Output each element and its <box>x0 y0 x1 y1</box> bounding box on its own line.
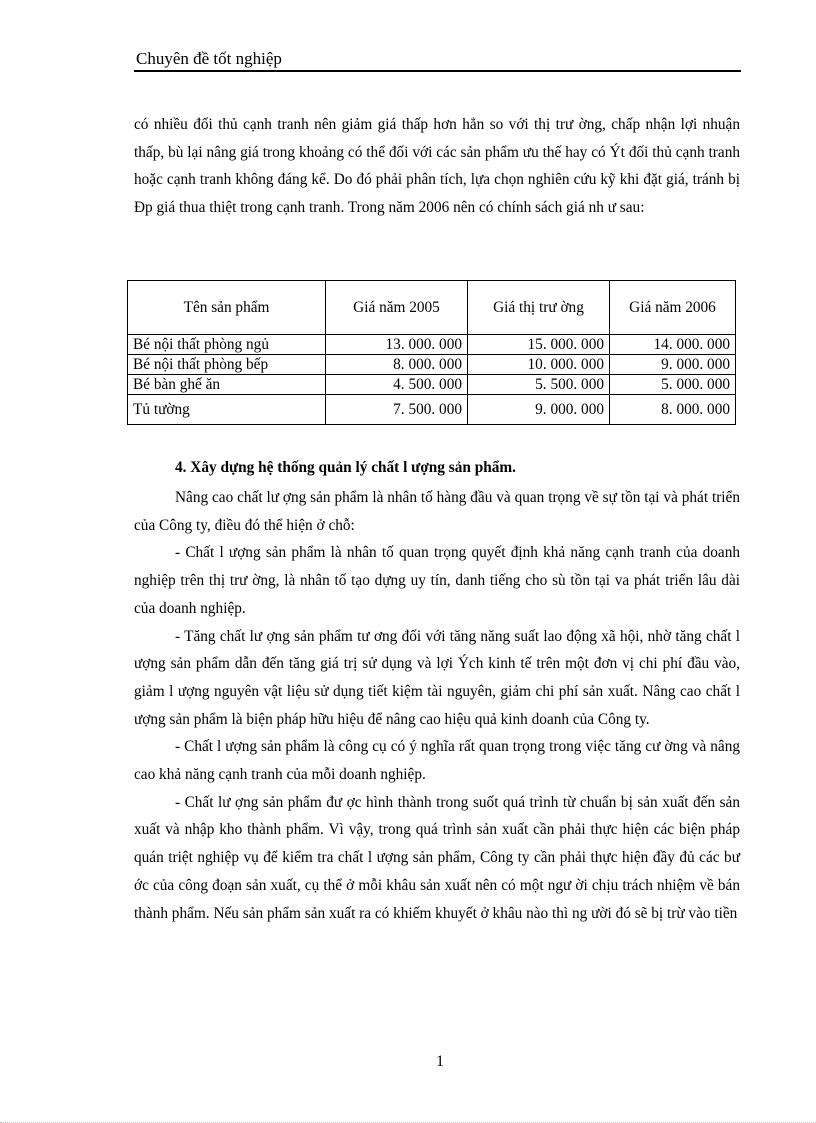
price-table <box>127 280 736 425</box>
body-paragraph: - Chất l ượng sản phẩm là công cụ có ý nghĩa rất quan trọng trong việc tăng cư ờng và nâng cao khả năng cạnh tranh của mỗi doanh nghiệp. <box>134 738 740 784</box>
cell-product-name: Bé bàn ghế ăn <box>128 375 326 395</box>
table-row <box>128 355 736 375</box>
document-header-title: Chuyên đề tốt nghiệp <box>136 49 282 68</box>
cell-price-2005: 13. 000. 000 <box>326 335 468 355</box>
cell-price-2006: 5. 000. 000 <box>610 375 736 395</box>
table-row <box>128 335 736 355</box>
cell-market-price: 15. 000. 000 <box>468 335 610 355</box>
section-body <box>134 484 740 927</box>
cell-price-2005: 8. 000. 000 <box>326 355 468 375</box>
body-paragraph: - Chất l ượng sản phẩm là nhân tố quan trọng quyết định khả năng cạnh tranh của doanh nghiệp trên thị trư ờng, là nhân tố tạo dựng uy tín, danh tiếng cho sù tồn tại va phát triển lâu dài của doanh nghiệp. <box>134 544 740 617</box>
cell-market-price: 9. 000. 000 <box>468 395 610 425</box>
cell-price-2006: 14. 000. 000 <box>610 335 736 355</box>
page-number: 1 <box>436 1053 444 1070</box>
body-paragraph: Nâng cao chất lư ợng sản phẩm là nhân tố hàng đầu và quan trọng về sự tồn tại và phát triển của Công ty, điều đó thể hiện ở chỗ: <box>134 489 740 534</box>
intro-paragraph: có nhiều đối thủ cạnh tranh nên giảm giá thấp hơn hẳn so với thị trư ờng, chấp nhận lợi nhuận thấp, bù lại nâng giá trong khoảng có thể đối với các sản phẩm ưu thế hay có Ýt đối thủ cạnh tranh hoặc cạnh tranh không đáng kể. Do đó phải phân tích, lựa chọn nghiên cứu kỹ khi đặt giá, tránh bị Ðp giá thua thiệt trong cạnh tranh. Trong năm 2006 nên có chính sách giá nh ư sau: <box>134 116 740 217</box>
table-row <box>128 375 736 395</box>
table-header-row <box>128 281 736 335</box>
cell-price-2005: 7. 500. 000 <box>326 395 468 425</box>
section-heading: 4. Xây dựng hệ thống quản lý chất l ượng sản phẩm. <box>175 459 516 476</box>
cell-product-name: Bé nội thất phòng bếp <box>128 355 326 375</box>
cell-product-name: Tủ tường <box>128 395 326 425</box>
column-header-price-2006: Giá năm 2006 <box>610 281 736 335</box>
cell-price-2005: 4. 500. 000 <box>326 375 468 395</box>
body-paragraph: - Tăng chất lư ợng sản phẩm tư ơng đối với tăng năng suất lao động xã hội, nhờ tăng chất l ượng sản phẩm dẫn đến tăng giá trị sử dụng và lợi Ých kinh tế trên một đơn vị chi phí đầu vào, giảm l ượng nguyên vật liệu sử dụng tiết kiệm tài nguyên, giảm chi phí sản xuất. Nâng cao chất l ượng sản phẩm là biện pháp hữu hiệu để nâng cao hiệu quả kinh doanh của Công ty. <box>134 627 740 728</box>
table-row <box>128 395 736 425</box>
cell-price-2006: 9. 000. 000 <box>610 355 736 375</box>
body-paragraph: - Chất lư ợng sản phẩm đư ợc hình thành trong suốt quá trình từ chuẩn bị sản xuất đến sản xuất và nhập kho thành phẩm. Vì vậy, trong quá trình sản xuất cần phải thực hiện các biện pháp quán triệt nghiệp vụ để kiểm tra chất l ượng sản phẩm, Công ty cần phải thực hiện đầy đủ các bư ớc của công đoạn sản xuất, cụ thể ở mỗi khâu sản xuất nên có một ngư ời chịu trách nhiệm về bán thành phẩm. Nếu sản phẩm sản xuất ra có khiếm khuyết ở khâu nào thì ng ười đó sẽ bị trừ vào tiền <box>134 793 740 922</box>
cell-market-price: 10. 000. 000 <box>468 355 610 375</box>
cell-price-2006: 8. 000. 000 <box>610 395 736 425</box>
column-header-price-2005: Giá năm 2005 <box>326 281 468 335</box>
cell-product-name: Bé nội thất phòng ngủ <box>128 335 326 355</box>
header-rule <box>134 70 741 72</box>
column-header-market-price: Giá thị trư ờng <box>468 281 610 335</box>
cell-market-price: 5. 500. 000 <box>468 375 610 395</box>
column-header-product: Tên sản phẩm <box>128 281 326 335</box>
